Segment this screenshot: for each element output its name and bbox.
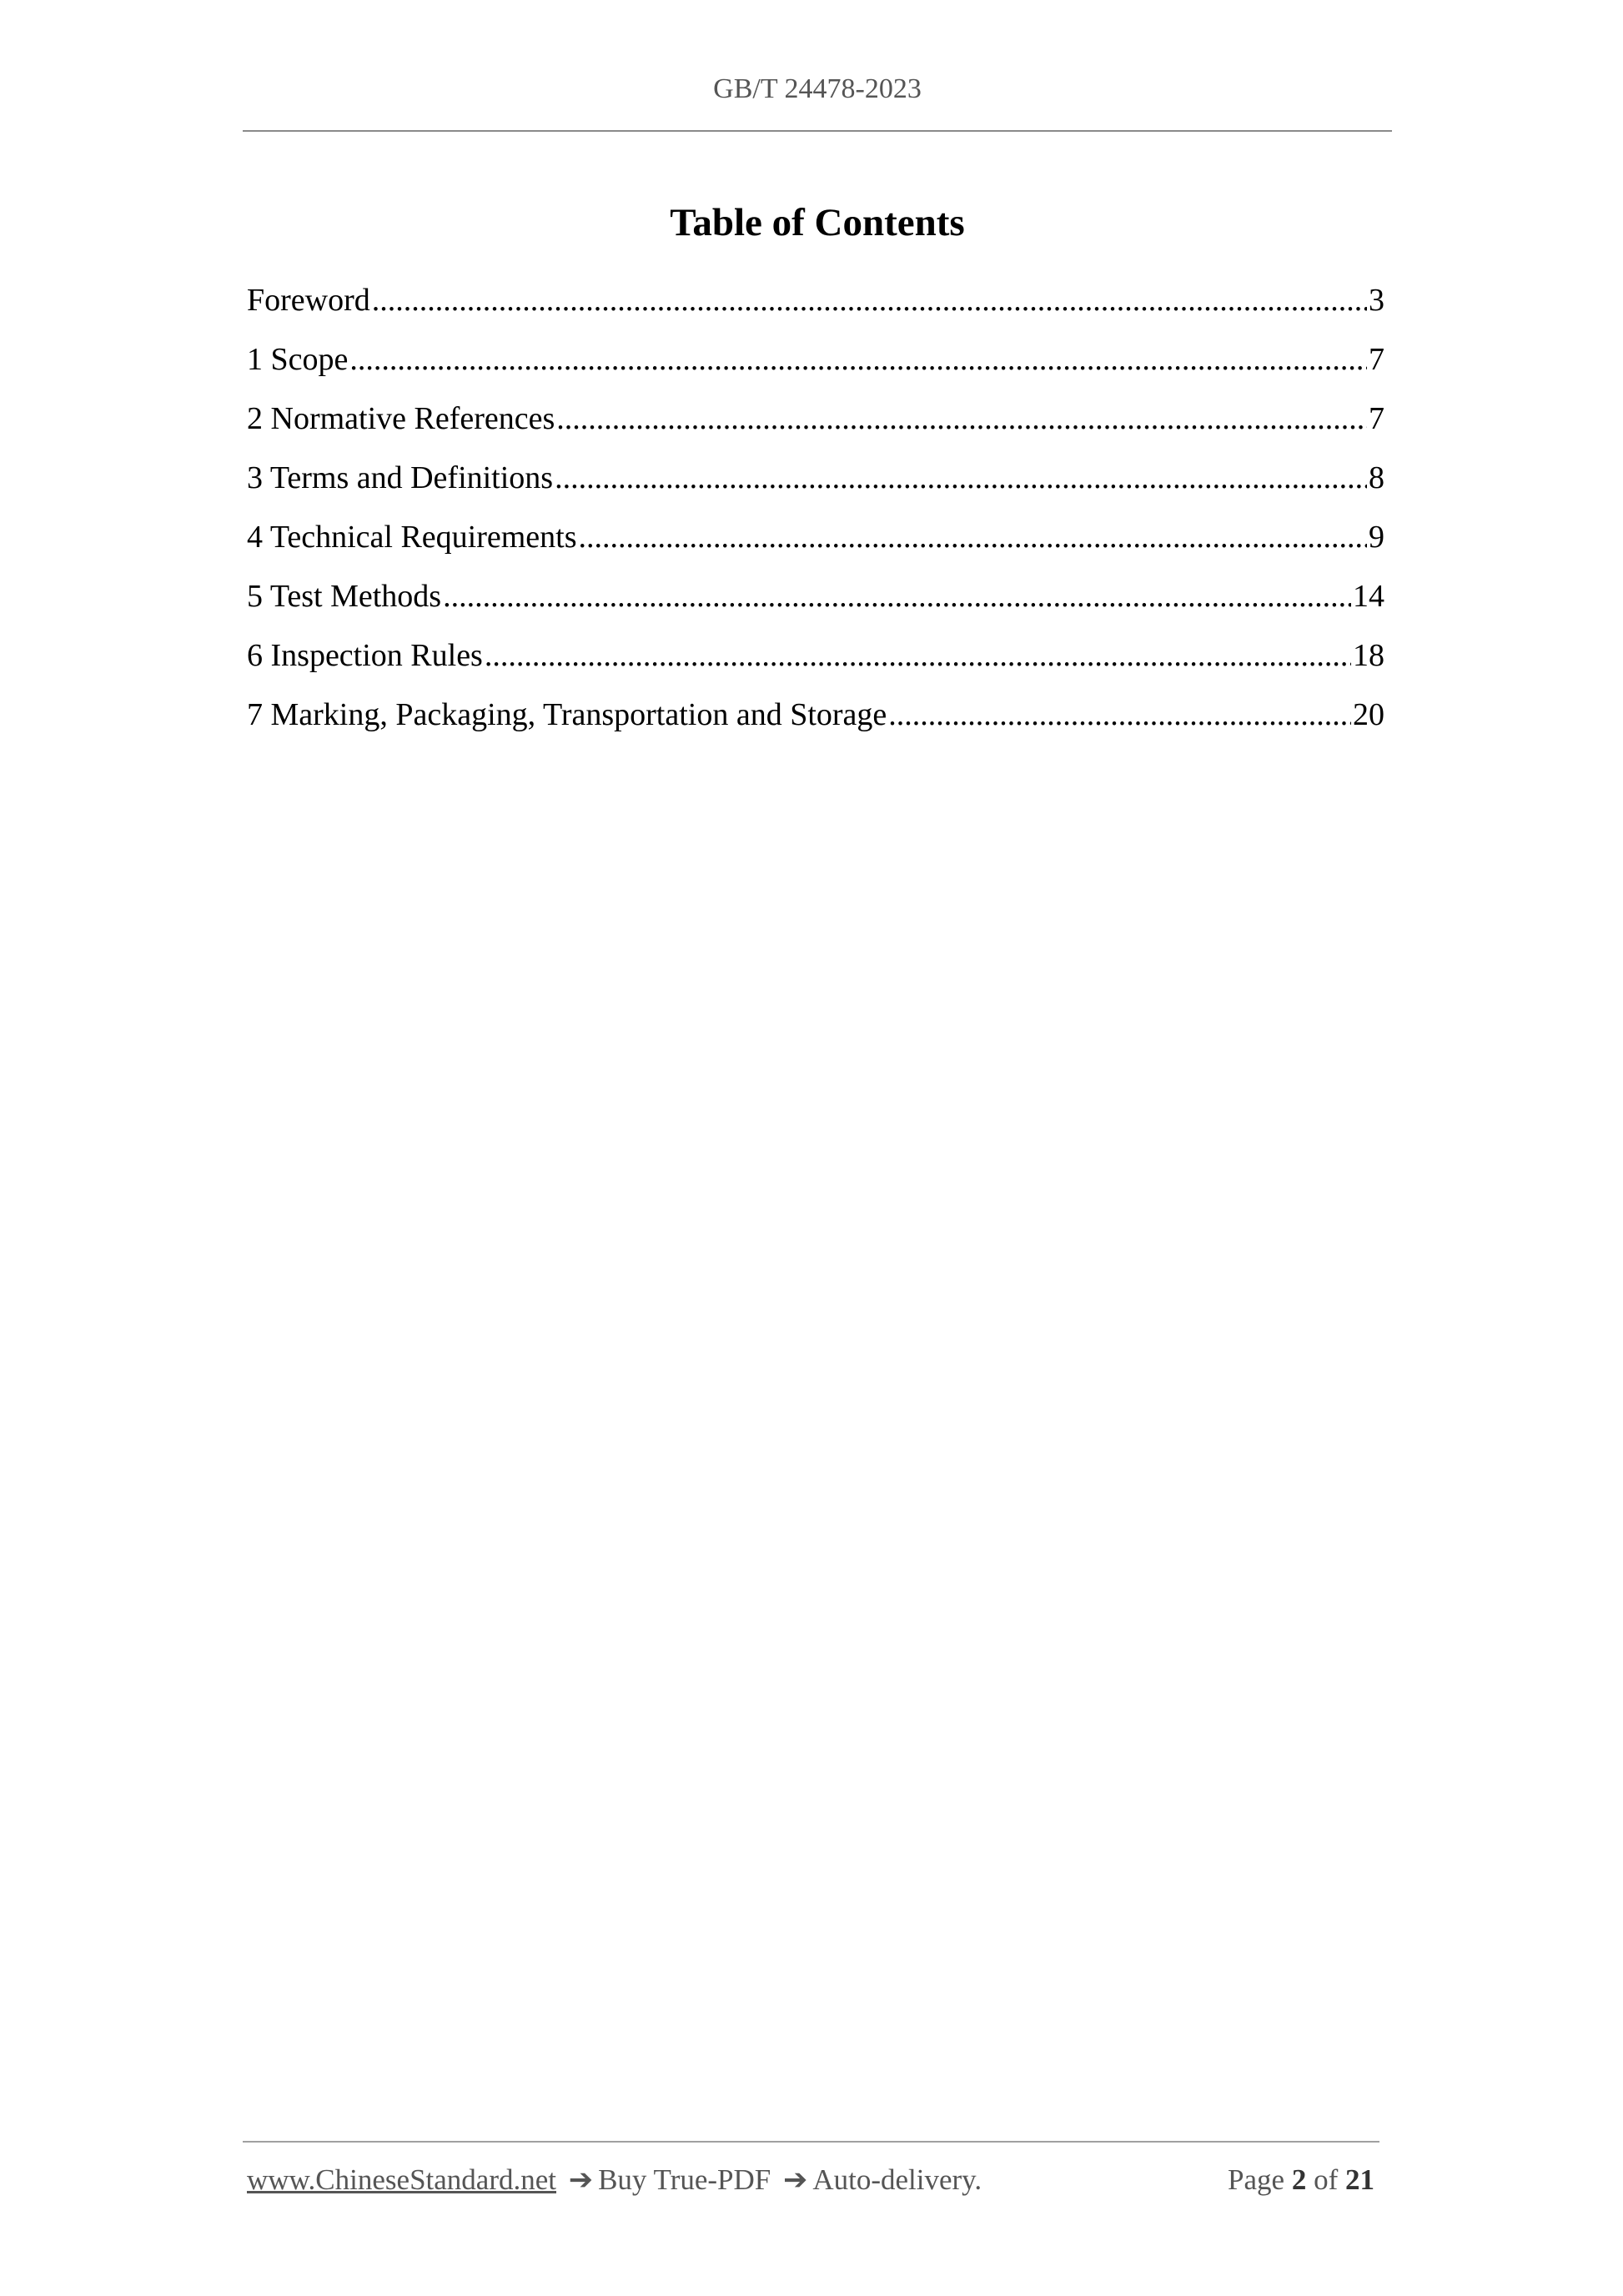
document-header-code: GB/T 24478-2023 — [713, 73, 922, 104]
toc-entry-label: 6 Inspection Rules — [247, 638, 483, 673]
toc-dot-leader — [556, 400, 1367, 437]
auto-delivery-text: Auto-delivery. — [812, 2163, 982, 2196]
toc-entry-page: 8 — [1369, 460, 1384, 495]
arrow-right-icon: ➔ — [568, 2163, 594, 2196]
toc-entry-label: 5 Test Methods — [247, 579, 442, 614]
footer-promo — [247, 2163, 982, 2197]
footer-divider — [243, 2141, 1379, 2143]
toc-list — [247, 282, 1384, 756]
website-link[interactable]: www.ChineseStandard.net — [247, 2163, 556, 2196]
arrow-right-icon: ➔ — [783, 2163, 808, 2196]
toc-entry-label: 3 Terms and Definitions — [247, 460, 554, 495]
toc-entry-label: 4 Technical Requirements — [247, 520, 577, 555]
toc-entry-label: 1 Scope — [247, 342, 349, 377]
toc-entry-page: 18 — [1353, 638, 1384, 673]
toc-entry-scope[interactable] — [247, 341, 1384, 400]
toc-entry-foreword[interactable] — [247, 282, 1384, 341]
toc-entry-page: 7 — [1369, 342, 1384, 377]
toc-dot-leader — [555, 460, 1367, 496]
current-page-number: 2 — [1291, 2163, 1307, 2196]
toc-entry-page: 20 — [1353, 697, 1384, 732]
toc-entry-inspection-rules[interactable] — [247, 637, 1384, 696]
toc-entry-technical-requirements[interactable] — [247, 519, 1384, 578]
toc-dot-leader — [349, 341, 1367, 378]
toc-entry-page: 14 — [1353, 579, 1384, 614]
toc-entry-normative-references[interactable] — [247, 400, 1384, 460]
toc-entry-marking-packaging[interactable] — [247, 696, 1384, 756]
toc-entry-label: 2 Normative References — [247, 401, 555, 436]
toc-title: Table of Contents — [670, 201, 965, 244]
toc-dot-leader — [485, 637, 1351, 674]
header-divider — [243, 130, 1392, 132]
toc-dot-leader — [579, 519, 1367, 555]
total-page-count: 21 — [1345, 2163, 1374, 2196]
toc-entry-label: 7 Marking, Packaging, Transportation and Storage — [247, 697, 887, 732]
toc-entry-page: 7 — [1369, 401, 1384, 436]
toc-entry-test-methods[interactable] — [247, 578, 1384, 637]
toc-entry-page: 9 — [1369, 520, 1384, 555]
toc-dot-leader — [372, 282, 1367, 319]
page-number — [1228, 2163, 1374, 2197]
toc-entry-terms-definitions[interactable] — [247, 460, 1384, 519]
toc-dot-leader — [443, 578, 1351, 615]
toc-entry-label: Foreword — [247, 283, 370, 318]
toc-entry-page: 3 — [1369, 283, 1384, 318]
page-footer — [247, 2163, 1374, 2197]
page-word: Page — [1228, 2163, 1285, 2196]
toc-dot-leader — [888, 696, 1351, 733]
buy-pdf-text: Buy True-PDF — [598, 2163, 771, 2196]
of-word: of — [1314, 2163, 1339, 2196]
